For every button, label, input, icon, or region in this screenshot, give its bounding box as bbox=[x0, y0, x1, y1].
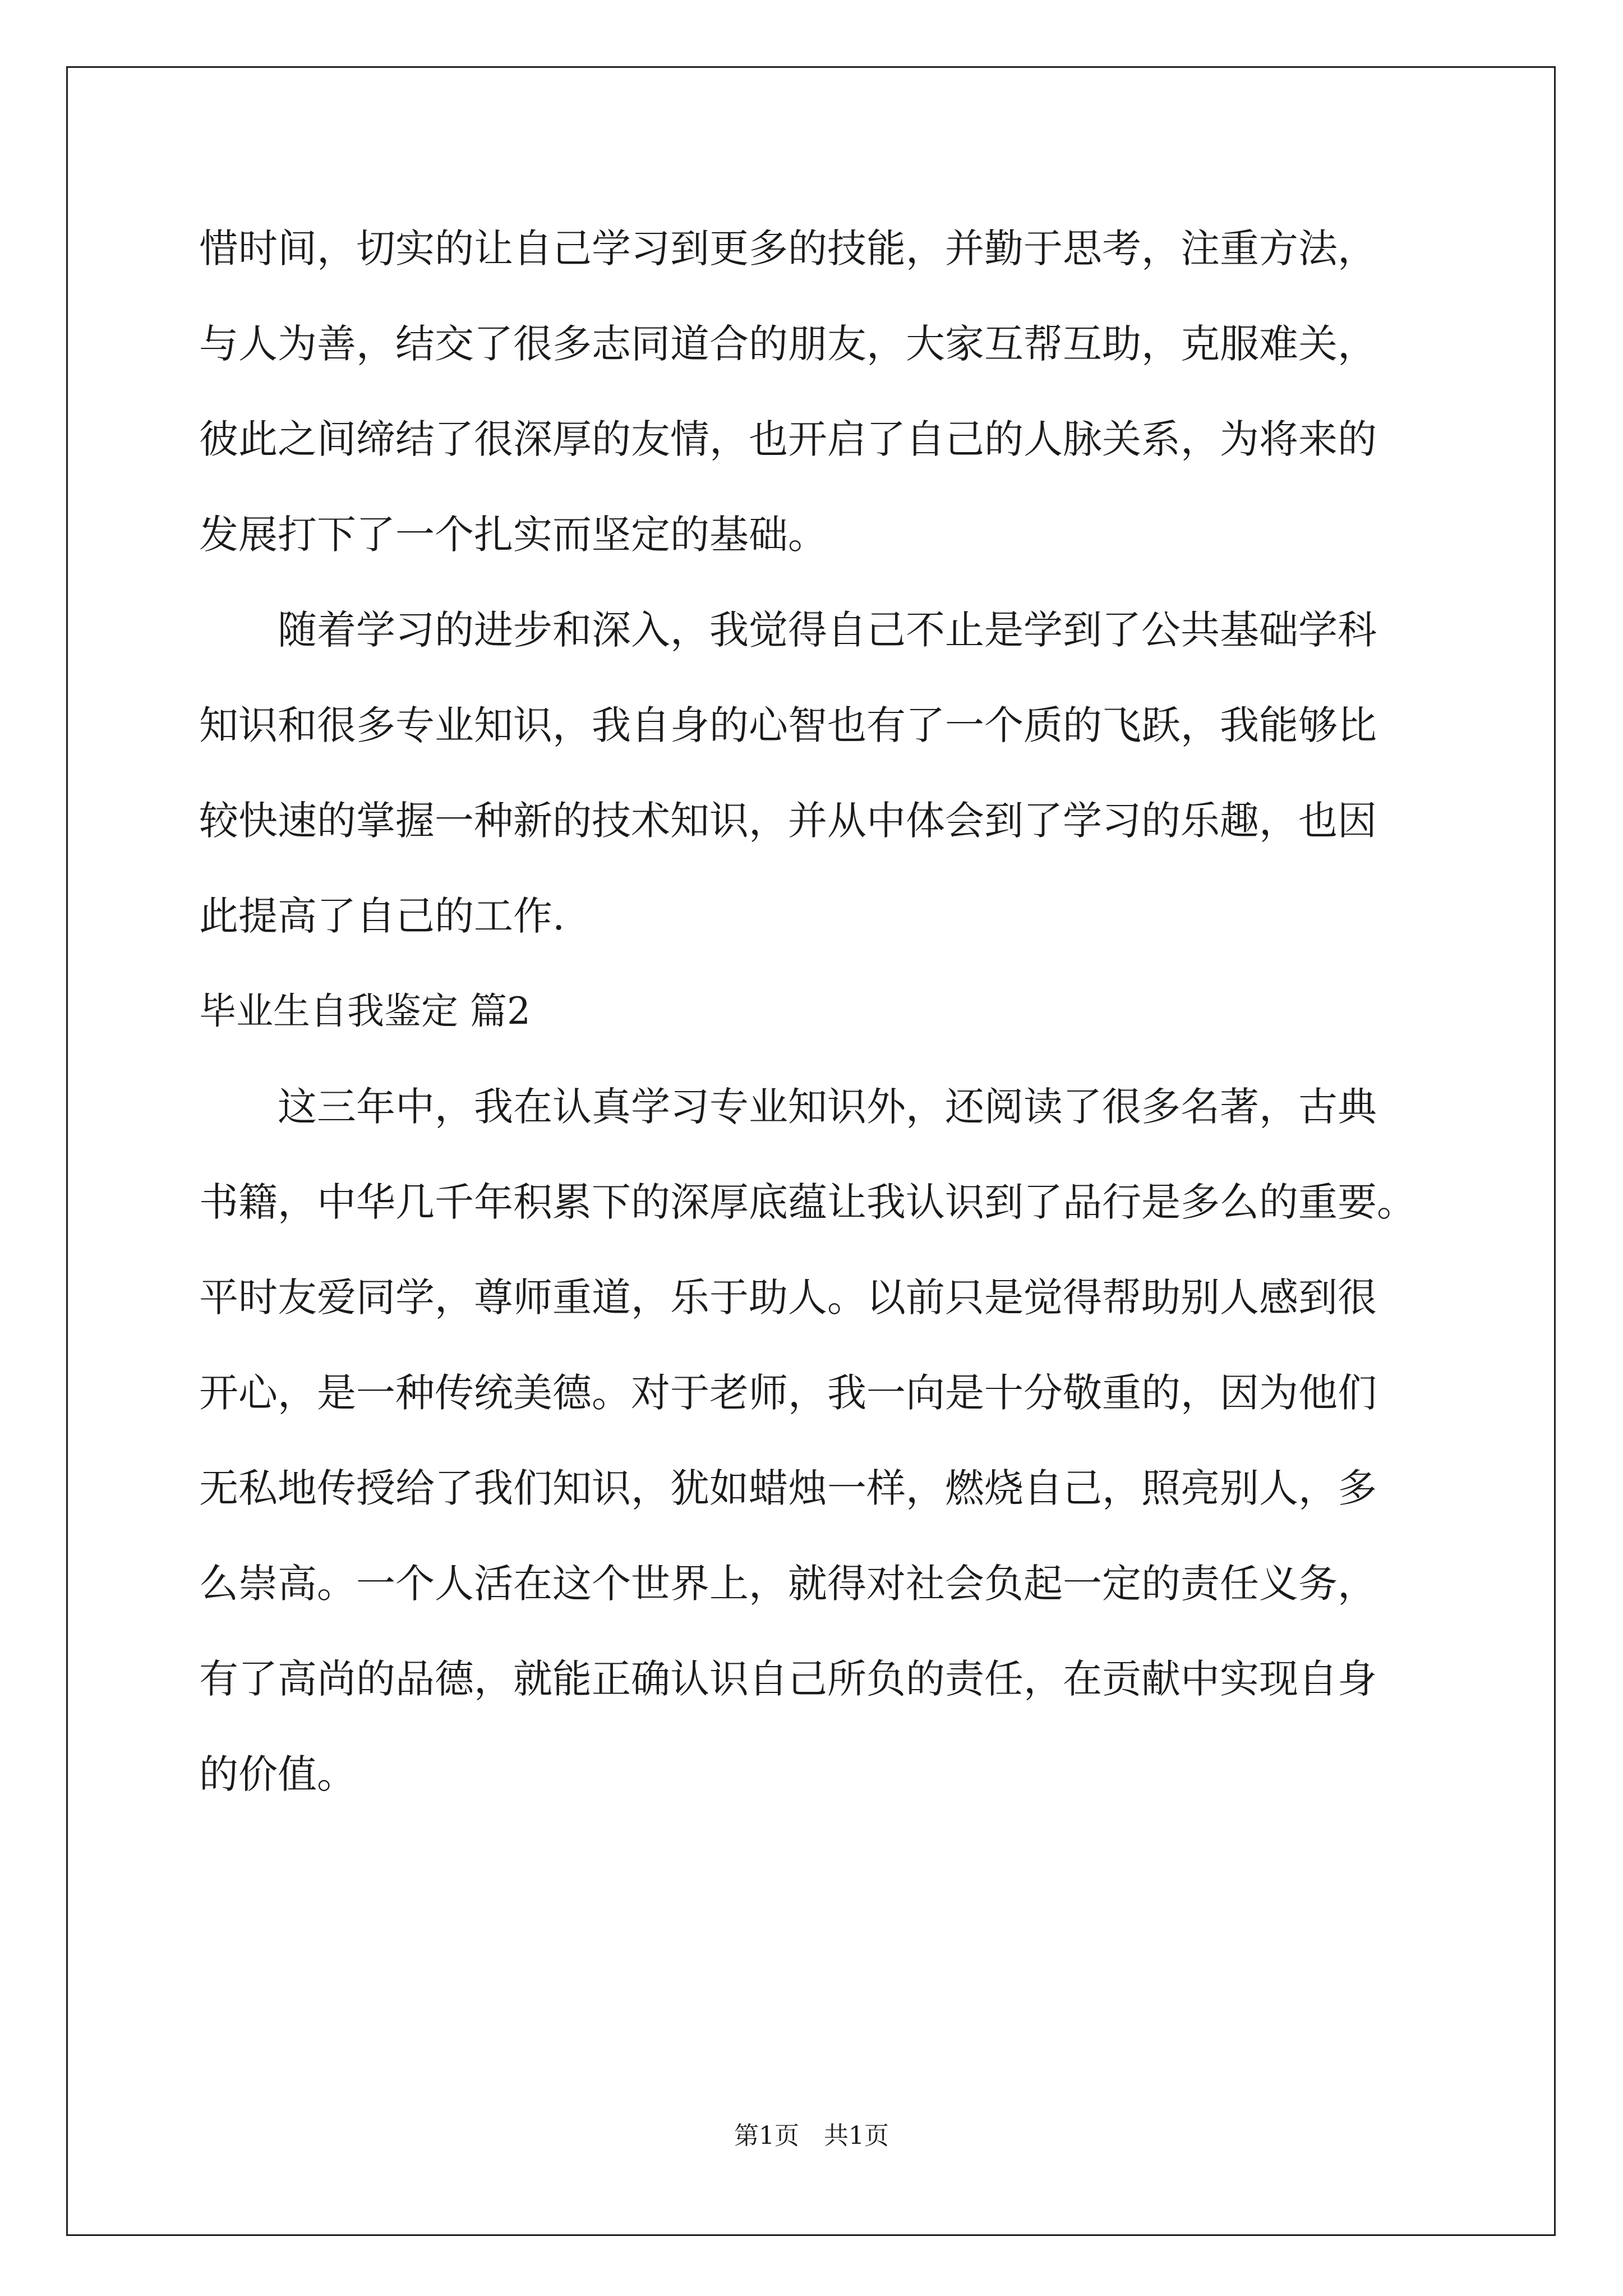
body-line: 书籍，中华几千年积累下的深厚底蕴让我认识到了品行是多么的重要。 bbox=[199, 1179, 1416, 1225]
body-line: 彼此之间缔结了很深厚的友情，也开启了自己的人脉关系，为将来的 bbox=[199, 416, 1377, 462]
page-frame bbox=[66, 66, 1556, 2236]
body-line: 较快速的掌握一种新的技术知识，并从中体会到了学习的乐趣，也因 bbox=[199, 798, 1377, 844]
body-line: 知识和很多专业知识，我自身的心智也有了一个质的飞跃，我能够比 bbox=[199, 702, 1377, 748]
body-line: 有了高尚的品德，就能正确认识自己所负的责任，在贡献中实现自身 bbox=[199, 1656, 1377, 1702]
body-line: 发展打下了一个扎实而坚定的基础。 bbox=[199, 512, 827, 558]
body-line: 开心，是一种传统美德。对于老师，我一向是十分敬重的，因为他们 bbox=[199, 1370, 1377, 1416]
body-line: 惜时间，切实的让自己学习到更多的技能，并勤于思考，注重方法， bbox=[199, 226, 1377, 272]
section-heading: 毕业生自我鉴定 篇2 bbox=[199, 990, 531, 1033]
body-line: 这三年中，我在认真学习专业知识外，还阅读了很多名著，古典 bbox=[199, 1084, 1377, 1130]
body-line: 么崇高。一个人活在这个世界上，就得对社会负起一定的责任义务， bbox=[199, 1561, 1377, 1607]
body-line: 的价值。 bbox=[199, 1751, 356, 1797]
body-line: 随着学习的进步和深入，我觉得自己不止是学到了公共基础学科 bbox=[199, 607, 1377, 653]
body-line: 此提高了自己的工作. bbox=[199, 893, 565, 939]
body-line: 与人为善，结交了很多志同道合的朋友，大家互帮互助，克服难关， bbox=[199, 321, 1377, 367]
page-footer: 第1页 共1页 bbox=[734, 2122, 889, 2150]
body-line: 平时友爱同学，尊师重道，乐于助人。以前只是觉得帮助别人感到很 bbox=[199, 1274, 1377, 1320]
body-line: 无私地传授给了我们知识，犹如蜡烛一样，燃烧自己，照亮别人，多 bbox=[199, 1465, 1377, 1511]
